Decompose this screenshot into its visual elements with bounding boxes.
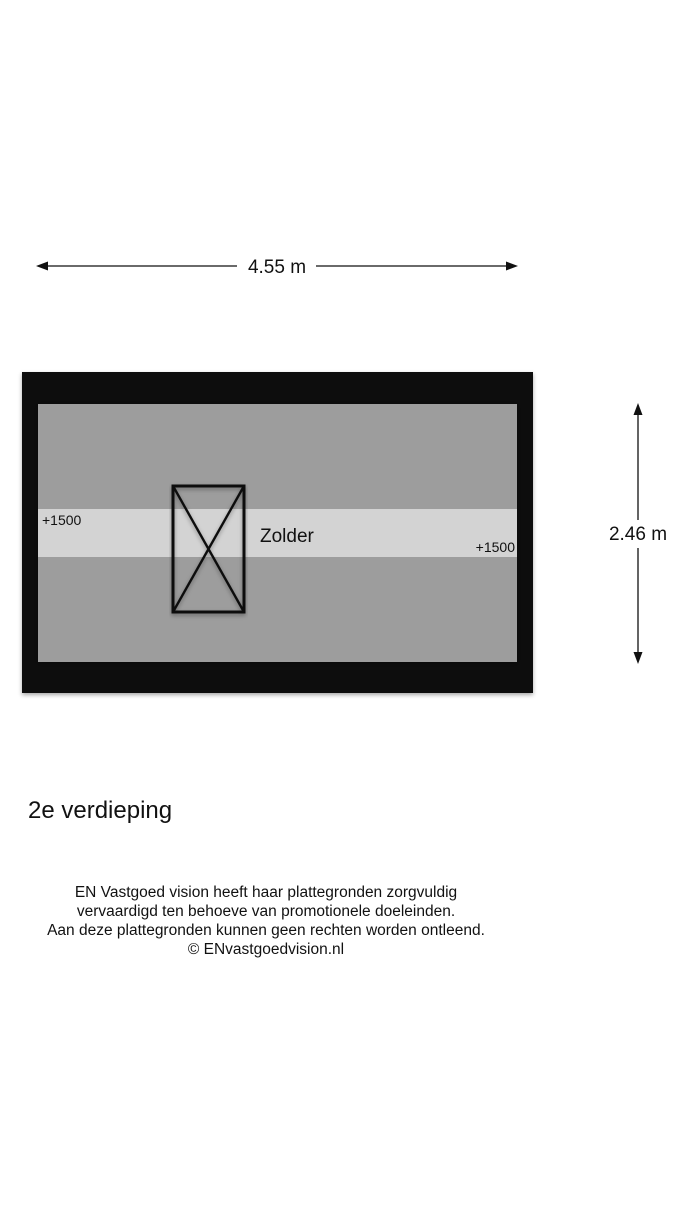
arrow-down-icon xyxy=(634,652,643,664)
arrow-left-icon xyxy=(36,262,48,271)
height-marker-left: +1500 xyxy=(42,512,82,528)
arrow-right-icon xyxy=(506,262,518,271)
copyright-line: © ENvastgoedvision.nl xyxy=(187,941,345,958)
depth-label: 2.46 m xyxy=(608,524,668,545)
floor-title: 2e verdieping xyxy=(28,797,173,824)
room-label: Zolder xyxy=(260,526,314,547)
disclaimer-line: vervaardigd ten behoeve van promotionele doeleinden. xyxy=(76,903,456,920)
disclaimer xyxy=(0,883,532,959)
disclaimer-line: EN Vastgoed vision heeft haar plattegronden zorgvuldig xyxy=(74,884,458,901)
width-dimension xyxy=(36,257,518,278)
width-label: 4.55 m xyxy=(247,257,307,278)
disclaimer-line: Aan deze plattegronden kunnen geen rechten worden ontleend. xyxy=(47,922,485,939)
depth-dimension xyxy=(609,403,667,664)
height-marker-right: +1500 xyxy=(475,539,515,555)
arrow-up-icon xyxy=(634,403,643,415)
